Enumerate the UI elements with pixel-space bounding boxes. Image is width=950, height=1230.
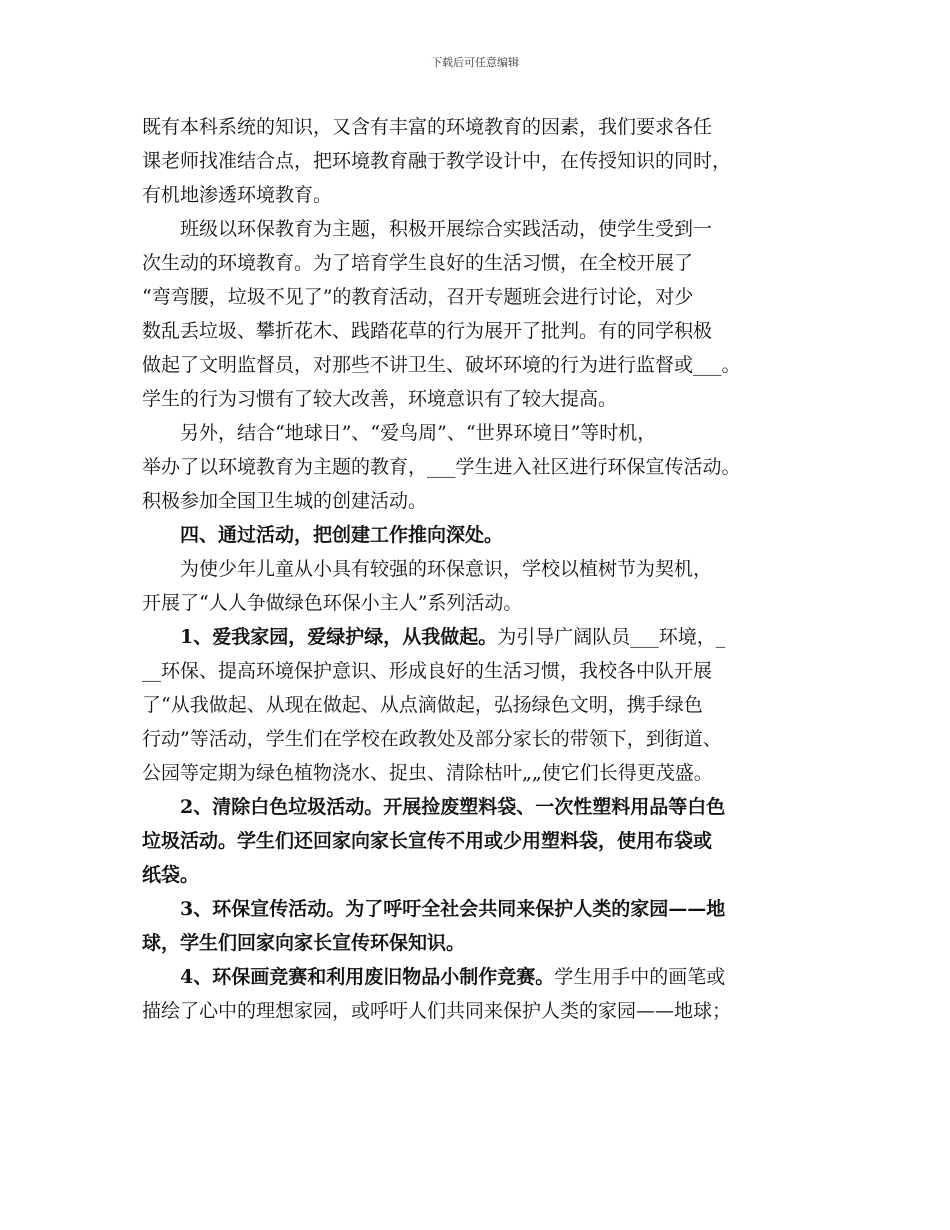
section-heading: 四、通过活动，把创建工作推向深处。	[142, 524, 504, 546]
text-line: “弯弯腰，垃圾不见了”的教育活动，召开专题班会进行讨论，对少	[142, 286, 694, 308]
text-span: 为引导广阔队员___环境，_	[497, 626, 726, 648]
text-line: 既有本科系统的知识，又含有丰富的环境教育的因素，我们要求各任	[142, 116, 713, 138]
text-line: 了“从我做起、从现在做起、从点滴做起，弘扬绿色文明，携手绿色	[142, 694, 703, 716]
text-line: 为使少年儿童从小具有较强的环保意识，学校以植树节为契机，	[142, 558, 713, 580]
text-line: 次生动的环境教育。为了培育学生良好的生活习惯，在全校开展了	[142, 252, 694, 274]
text-line: 数乱丢垃圾、攀折花木、践踏花草的行为展开了批判。有的同学积极	[142, 320, 713, 342]
page-header: 下载后可任意编辑	[431, 56, 519, 69]
text-line: 课老师找准结合点，把环境教育融于教学设计中，在传授知识的同时，	[142, 150, 732, 172]
text-line: 有机地渗透环境教育。	[142, 184, 333, 206]
text-line: 描绘了心中的理想家园，或呼吁人们共同来保护人类的家园——地球；	[142, 1000, 732, 1022]
bold-text-line: 垃圾活动。学生们还回家向家长宣传不用或少用塑料袋，使用布袋或	[142, 830, 713, 852]
text-line: 班级以环保教育为主题，积极开展综合实践活动，使学生受到一	[142, 218, 713, 240]
text-line-with-bold-lead	[142, 960, 822, 994]
text-line: 另外，结合“地球日”、“爱鸟周”、“世界环境日”等时机，	[142, 422, 657, 444]
bold-text-line: 2、清除白色垃圾活动。开展捡废塑料袋、一次性塑料用品等白色	[142, 796, 726, 818]
text-line: 开展了“人人争做绿色环保小主人”系列活动。	[142, 592, 523, 614]
item-heading: 4、环保画竞赛和利用废旧物品小制作竞赛。	[142, 966, 555, 988]
text-line: 学生的行为习惯有了较大改善，环境意识有了较大提高。	[142, 388, 618, 410]
bold-text-line: 球，学生们回家向家长宣传环保知识。	[142, 932, 466, 954]
text-line: 积极参加全国卫生城的创建活动。	[142, 490, 428, 512]
text-line: __环保、提高环境保护意识、形成良好的生活习惯，我校各中队开展	[142, 660, 713, 682]
bold-text-line: 3、环保宣传活动。为了呼吁全社会共同来保护人类的家园——地	[142, 898, 726, 920]
text-line: 举办了以环境教育为主题的教育，___学生进入社区进行环保宣传活动。	[142, 456, 741, 478]
bold-text-line: 纸袋。	[142, 864, 200, 886]
text-line: 行动”等活动，学生们在学校在政教处及部分家长的带领下，到街道、	[142, 728, 722, 750]
text-line: 公园等定期为绿色植物浇水、捉虫、清除枯叶„„使它们长得更茂盛。	[142, 762, 713, 784]
text-span: 学生用手中的画笔或	[554, 966, 726, 988]
document-body	[142, 110, 822, 1028]
item-heading: 1、爱我家园，爱绿护绿，从我做起。	[142, 626, 498, 648]
text-line: 做起了文明监督员，对那些不讲卫生、破坏环境的行为进行监督或___。	[142, 354, 741, 376]
text-line-with-bold-lead	[142, 620, 822, 654]
